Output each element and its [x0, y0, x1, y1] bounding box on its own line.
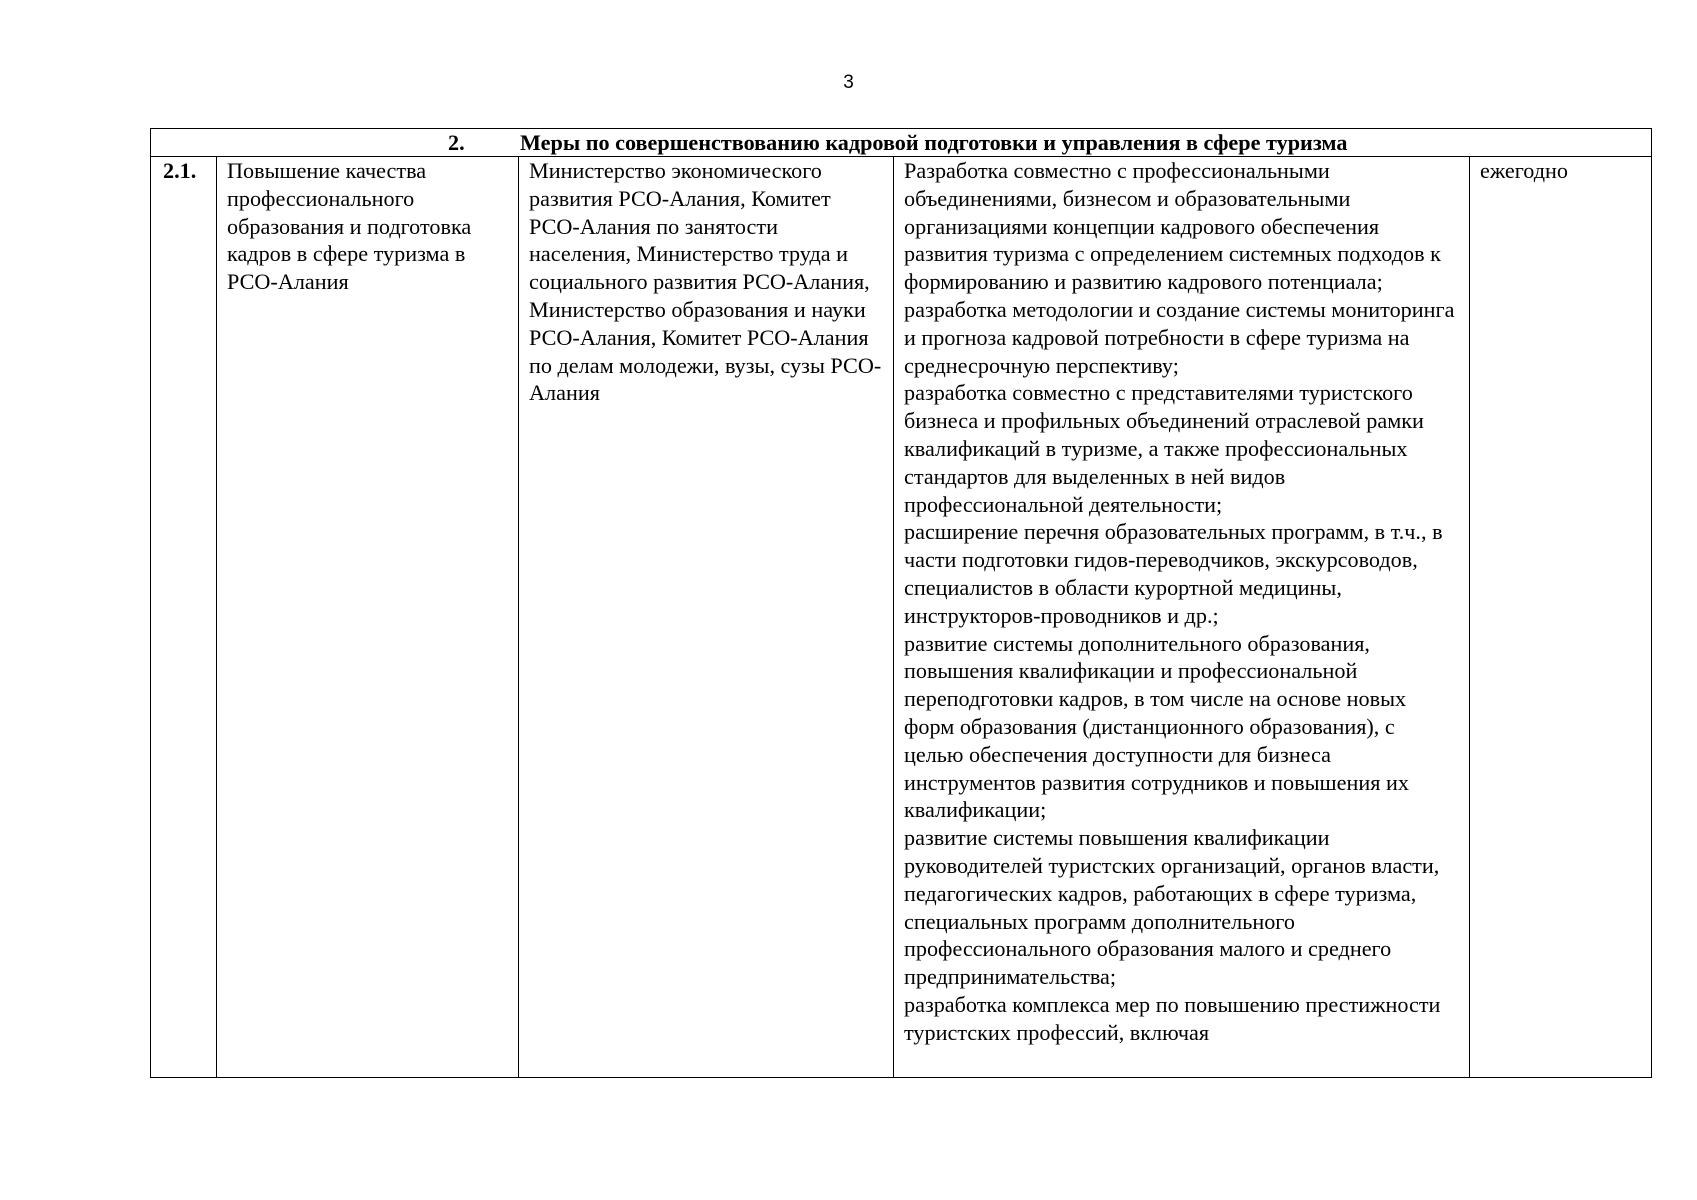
measure-item: развитие системы повышения квалификации руководителей туристских организаций, органов власти, педагогических кадров, работающих в сфере туризма, специальных программ дополнительного профессионального образования малого и среднего предпринимательства;: [904, 825, 1440, 990]
measure-item: разработка комплекса мер по повышению престижности туристских профессий, включая: [904, 991, 1441, 1045]
executors-cell: Министерство экономического развития РСО-Алания, Комитет РСО-Алания по занятости населения, Министерство труда и социального развития РСО-Алания, Министерство образования и науки РСО-Алания, Комитет РСО-Алания по делам молодежи, вузы, сузы РСО-Алания: [519, 157, 894, 1078]
table-row: [151, 157, 1652, 1078]
measures-cell: [894, 157, 1470, 1078]
measures-table: [150, 128, 1652, 1078]
measure-item: Разработка совместно с профессиональными объединениями, бизнесом и образовательными организациями концепции кадрового обеспечения развития туризма с определением системных подходов к формированию и развитию кадрового потенциала;: [904, 158, 1441, 295]
section-header-cell: [151, 129, 1652, 157]
measure-item: развитие системы дополнительного образования, повышения квалификации и профессиональной переподготовки кадров, в том числе на основе новых форм образования (дистанционного образования), с целью обеспечения доступности для бизнеса инструментов развития сотрудников и повышения их квалификации;: [904, 630, 1409, 823]
measure-item: разработка методологии и создание системы мониторинга и прогноза кадровой потребности в сфере туризма на среднесрочную перспективу;: [904, 296, 1455, 378]
page-number: 3: [843, 72, 854, 93]
item-number-cell: 2.1.: [151, 157, 217, 1078]
section-title: Меры по совершенствованию кадровой подготовки и управления в сфере туризма: [520, 130, 1348, 155]
section-number: 2.: [448, 130, 465, 155]
item-name-cell: Повышение качества профессионального образования и подготовка кадров в сфере туризма в РСО-Алания: [217, 157, 519, 1078]
measure-item: расширение перечня образовательных программ, в т.ч., в части подготовки гидов-переводчиков, экскурсоводов, специалистов в области курортной медицины, инструкторов-проводников и др.;: [904, 519, 1443, 628]
section-header-row: [151, 129, 1652, 157]
measure-item: разработка совместно с представителями туристского бизнеса и профильных объединений отраслевой рамки квалификаций в туризме, а также профессиональных стандартов для выделенных в ней видов профессиональной деятельности;: [904, 380, 1424, 517]
term-cell: ежегодно: [1470, 157, 1652, 1078]
